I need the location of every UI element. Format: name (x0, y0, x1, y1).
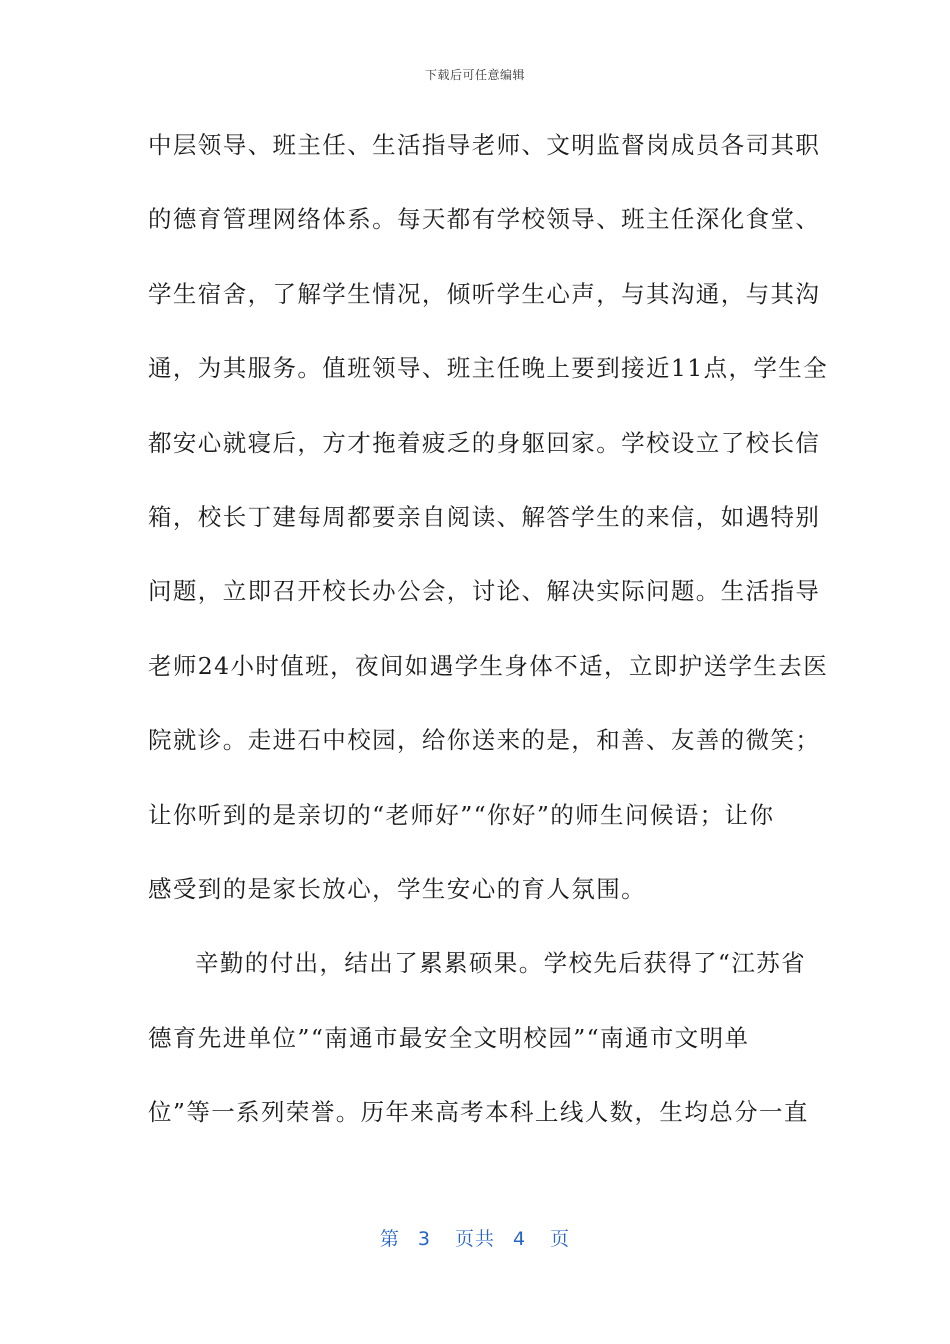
text-line: 德育先进单位”“南通市最安全文明校园”“南通市文明单 (148, 1023, 750, 1052)
text-line: 问题，立即召开校长办公会，讨论、解决实际问题。生活指导 (148, 577, 821, 606)
text-line: 院就诊。走进石中校园，给你送来的是，和善、友善的微笑； (148, 726, 821, 755)
text-line: 学生宿舍，了解学生情况，倾听学生心声，与其沟通，与其沟 (148, 279, 821, 308)
current-page-number: 3 (417, 1228, 431, 1250)
footer-suffix: 页 (550, 1228, 571, 1250)
text-line: 感受到的是家长放心，学生安心的育人氛围。 (148, 874, 646, 903)
text-line: 箱，校长丁建每周都要亲自阅读、解答学生的来信，如遇特别 (148, 502, 821, 531)
page-footer (0, 1224, 950, 1251)
text-line: 的德育管理网络体系。每天都有学校领导、班主任深化食堂、 (148, 205, 821, 234)
text-line: 都安心就寝后，方才拖着疲乏的身躯回家。学校设立了校长信 (148, 428, 821, 457)
page-header: 下载后可任意编辑 (424, 68, 525, 82)
text-line: 老师24小时值班，夜间如遇学生身体不适，立即护送学生去医 (148, 651, 829, 680)
text-line: 通，为其服务。值班领导、班主任晚上要到接近11点，学生全 (148, 354, 829, 383)
text-line: 让你听到的是亲切的“老师好”“你好”的师生问候语；让你 (148, 800, 775, 829)
text-line: 位”等一系列荣誉。历年来高考本科上线人数，生均总分一直 (148, 1098, 809, 1127)
document-body (148, 120, 829, 1161)
footer-middle: 页共 (454, 1228, 495, 1250)
footer-prefix: 第 (379, 1228, 400, 1250)
text-line: 中层领导、班主任、生活指导老师、文明监督岗成员各司其职 (148, 131, 821, 159)
total-pages-number: 4 (513, 1228, 527, 1250)
paragraph-start-line: 辛勤的付出，结出了累累硕果。学校先后获得了“江苏省 (195, 949, 807, 978)
